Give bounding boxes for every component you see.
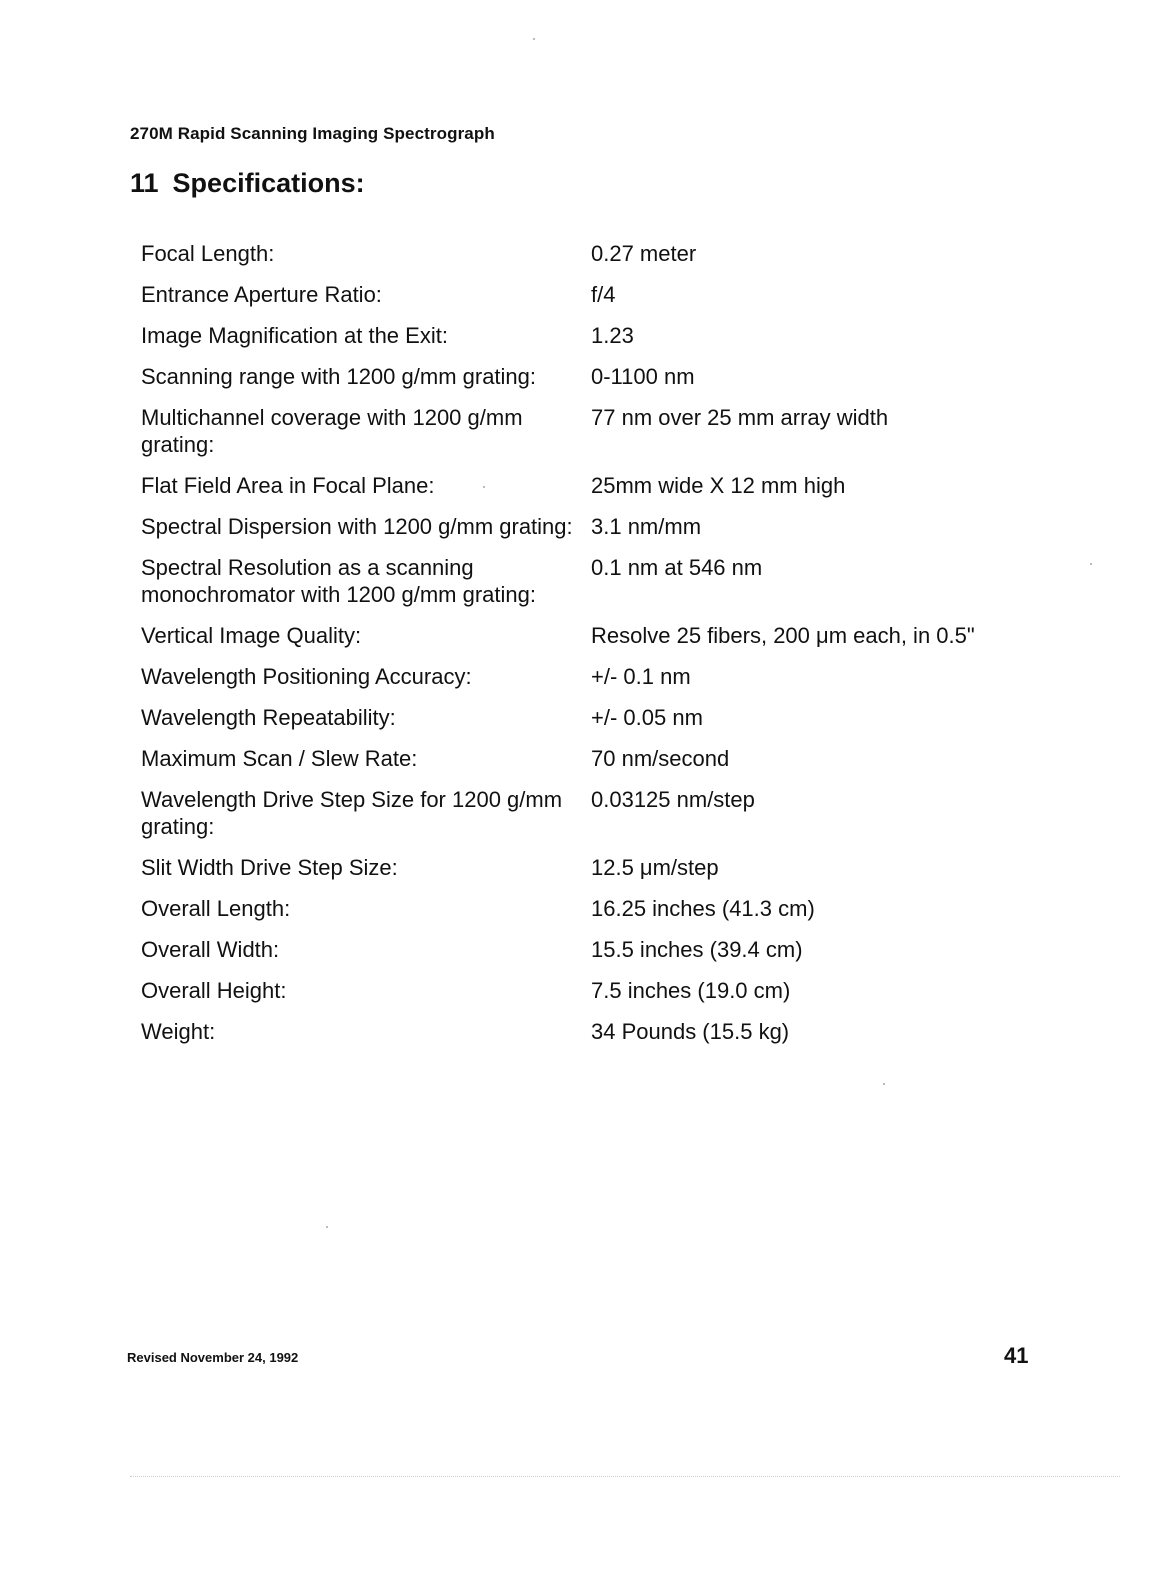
page-number: 41 (1004, 1343, 1029, 1368)
revision-date: Revised November 24, 1992 (127, 1350, 299, 1365)
spec-label: Weight: (141, 1019, 216, 1044)
scan-speck (883, 1083, 885, 1085)
spec-value: 1.23 (591, 323, 634, 348)
spec-label: Flat Field Area in Focal Plane: (141, 473, 435, 498)
spec-value: 0-1100 nm (591, 364, 695, 389)
spec-label: Scanning range with 1200 g/mm grating: (141, 364, 537, 389)
section-number: 11 (130, 168, 159, 198)
spec-row (141, 363, 1021, 390)
spec-label: Slit Width Drive Step Size: (141, 855, 398, 880)
spec-value: 34 Pounds (15.5 kg) (591, 1019, 790, 1044)
spec-row (141, 622, 1021, 649)
spec-row (141, 854, 1021, 881)
scan-artifact-line (130, 1476, 1120, 1477)
scan-speck (1090, 563, 1092, 565)
spec-row (141, 240, 1021, 267)
specifications-table (141, 240, 1021, 1059)
spec-value: 0.27 meter (591, 241, 697, 266)
spec-value: 0.1 nm at 546 nm (591, 555, 763, 580)
spec-label: Vertical Image Quality: (141, 623, 362, 648)
spec-label: Spectral Resolution as a scanning monochromator with 1200 g/mm grating: (141, 555, 536, 607)
spec-value: 7.5 inches (19.0 cm) (591, 978, 791, 1003)
spec-row (141, 513, 1021, 540)
spec-label: Entrance Aperture Ratio: (141, 282, 382, 307)
spec-label: Focal Length: (141, 241, 275, 266)
spec-label: Spectral Dispersion with 1200 g/mm grating: (141, 514, 573, 539)
spec-row (141, 322, 1021, 349)
spec-row (141, 554, 1021, 608)
spec-value: 3.1 nm/mm (591, 514, 702, 539)
section-title (130, 168, 365, 199)
spec-value: Resolve 25 fibers, 200 μm each, in 0.5" (591, 623, 975, 648)
spec-value: f/4 (591, 282, 616, 307)
spec-label: Wavelength Positioning Accuracy: (141, 664, 472, 689)
spec-value: 15.5 inches (39.4 cm) (591, 937, 803, 962)
spec-value: 25mm wide X 12 mm high (591, 473, 846, 498)
spec-row (141, 977, 1021, 1004)
spec-value: 12.5 μm/step (591, 855, 719, 880)
spec-row (141, 281, 1021, 308)
spec-value: 77 nm over 25 mm array width (591, 405, 889, 430)
spec-label: Wavelength Drive Step Size for 1200 g/mm grating: (141, 787, 563, 839)
scan-speck (533, 38, 535, 40)
spec-row (141, 786, 1021, 840)
spec-label: Image Magnification at the Exit: (141, 323, 448, 348)
spec-label: Maximum Scan / Slew Rate: (141, 746, 418, 771)
spec-row (141, 895, 1021, 922)
spec-row (141, 704, 1021, 731)
spec-row (141, 1018, 1021, 1045)
spec-row (141, 936, 1021, 963)
spec-value: 16.25 inches (41.3 cm) (591, 896, 815, 921)
spec-row (141, 472, 1021, 499)
spec-row (141, 404, 1021, 458)
spec-value: 70 nm/second (591, 746, 730, 771)
spec-label: Overall Length: (141, 896, 291, 921)
scan-speck (483, 486, 485, 488)
spec-value: +/- 0.05 nm (591, 705, 703, 730)
spec-value: 0.03125 nm/step (591, 787, 755, 812)
spec-label: Multichannel coverage with 1200 g/mm grating: (141, 405, 523, 457)
spec-value: +/- 0.1 nm (591, 664, 691, 689)
spec-row (141, 745, 1021, 772)
spec-label: Wavelength Repeatability: (141, 705, 396, 730)
running-header: 270M Rapid Scanning Imaging Spectrograph (130, 124, 495, 143)
spec-row (141, 663, 1021, 690)
spec-label: Overall Height: (141, 978, 287, 1003)
spec-label: Overall Width: (141, 937, 280, 962)
scan-speck (326, 1226, 328, 1228)
section-title-text: Specifications: (172, 168, 365, 198)
